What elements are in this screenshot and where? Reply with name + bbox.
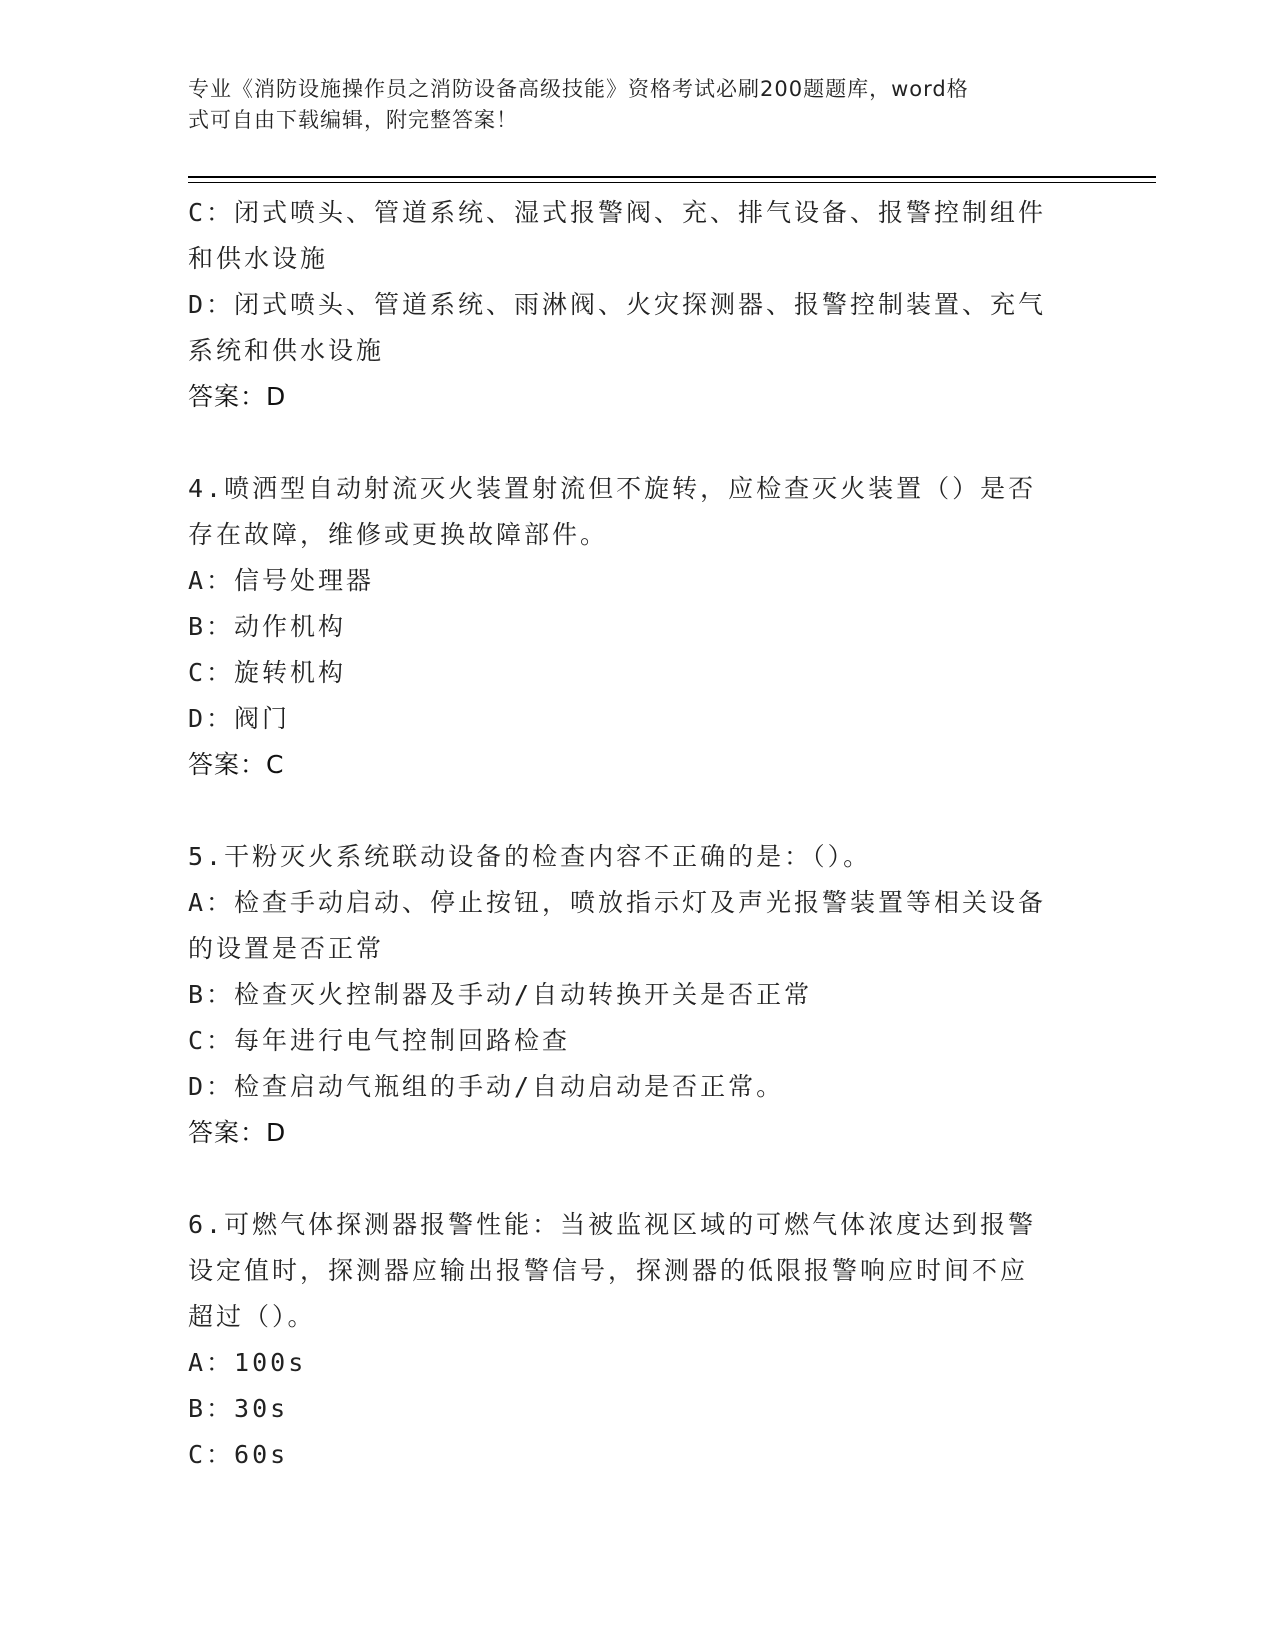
answer: 答案：D (188, 382, 287, 411)
header-line-2: 式可自由下载编辑，附完整答案！ (188, 108, 518, 132)
question-3-continued (188, 190, 1068, 420)
option-c-continued: 和供水设施 (188, 244, 329, 273)
option-c: C：60s (188, 1440, 289, 1469)
option-b: B：30s (188, 1394, 289, 1423)
question-6 (188, 1202, 1068, 1478)
option-a: A：检查手动启动、停止按钮，喷放指示灯及声光报警装置等相关设备 (188, 888, 1047, 917)
question-stem-continued: 存在故障，维修或更换故障部件。 (188, 520, 609, 549)
question-stem: 4.喷洒型自动射流灭火装置射流但不旋转，应检查灭火装置（）是否 (188, 474, 1037, 503)
question-4 (188, 466, 1068, 788)
option-d: D：阀门 (188, 704, 291, 733)
answer: 答案：C (188, 750, 285, 779)
question-stem: 6.可燃气体探测器报警性能：当被监视区域的可燃气体浓度达到报警 (188, 1210, 1037, 1239)
option-a-continued: 的设置是否正常 (188, 934, 385, 963)
question-stem: 5.干粉灭火系统联动设备的检查内容不正确的是：（）。 (188, 842, 872, 871)
header-line-1: 专业《消防设施操作员之消防设备高级技能》资格考试必刷200题题库，word格 (188, 77, 969, 101)
option-b: B：动作机构 (188, 612, 347, 641)
option-b: B：检查灭火控制器及手动/自动转换开关是否正常 (188, 980, 813, 1009)
header-divider-thin (188, 182, 1156, 183)
document-body (188, 190, 1068, 1478)
option-d: D：闭式喷头、管道系统、雨淋阀、火灾探测器、报警控制装置、充气 (188, 290, 1047, 319)
option-d-continued: 系统和供水设施 (188, 336, 385, 365)
answer: 答案：D (188, 1118, 287, 1147)
question-5 (188, 834, 1068, 1156)
document-header (188, 74, 1068, 136)
option-c: C：闭式喷头、管道系统、湿式报警阀、充、排气设备、报警控制组件 (188, 198, 1047, 227)
question-stem-continued-2: 超过（）。 (188, 1302, 316, 1331)
option-a: A：100s (188, 1348, 307, 1377)
question-stem-continued: 设定值时，探测器应输出报警信号，探测器的低限报警响应时间不应 (188, 1256, 1029, 1285)
header-divider-thick (188, 176, 1156, 178)
option-c: C：每年进行电气控制回路检查 (188, 1026, 571, 1055)
option-c: C：旋转机构 (188, 658, 347, 687)
option-d: D：检查启动气瓶组的手动/自动启动是否正常。 (188, 1072, 785, 1101)
option-a: A：信号处理器 (188, 566, 375, 595)
